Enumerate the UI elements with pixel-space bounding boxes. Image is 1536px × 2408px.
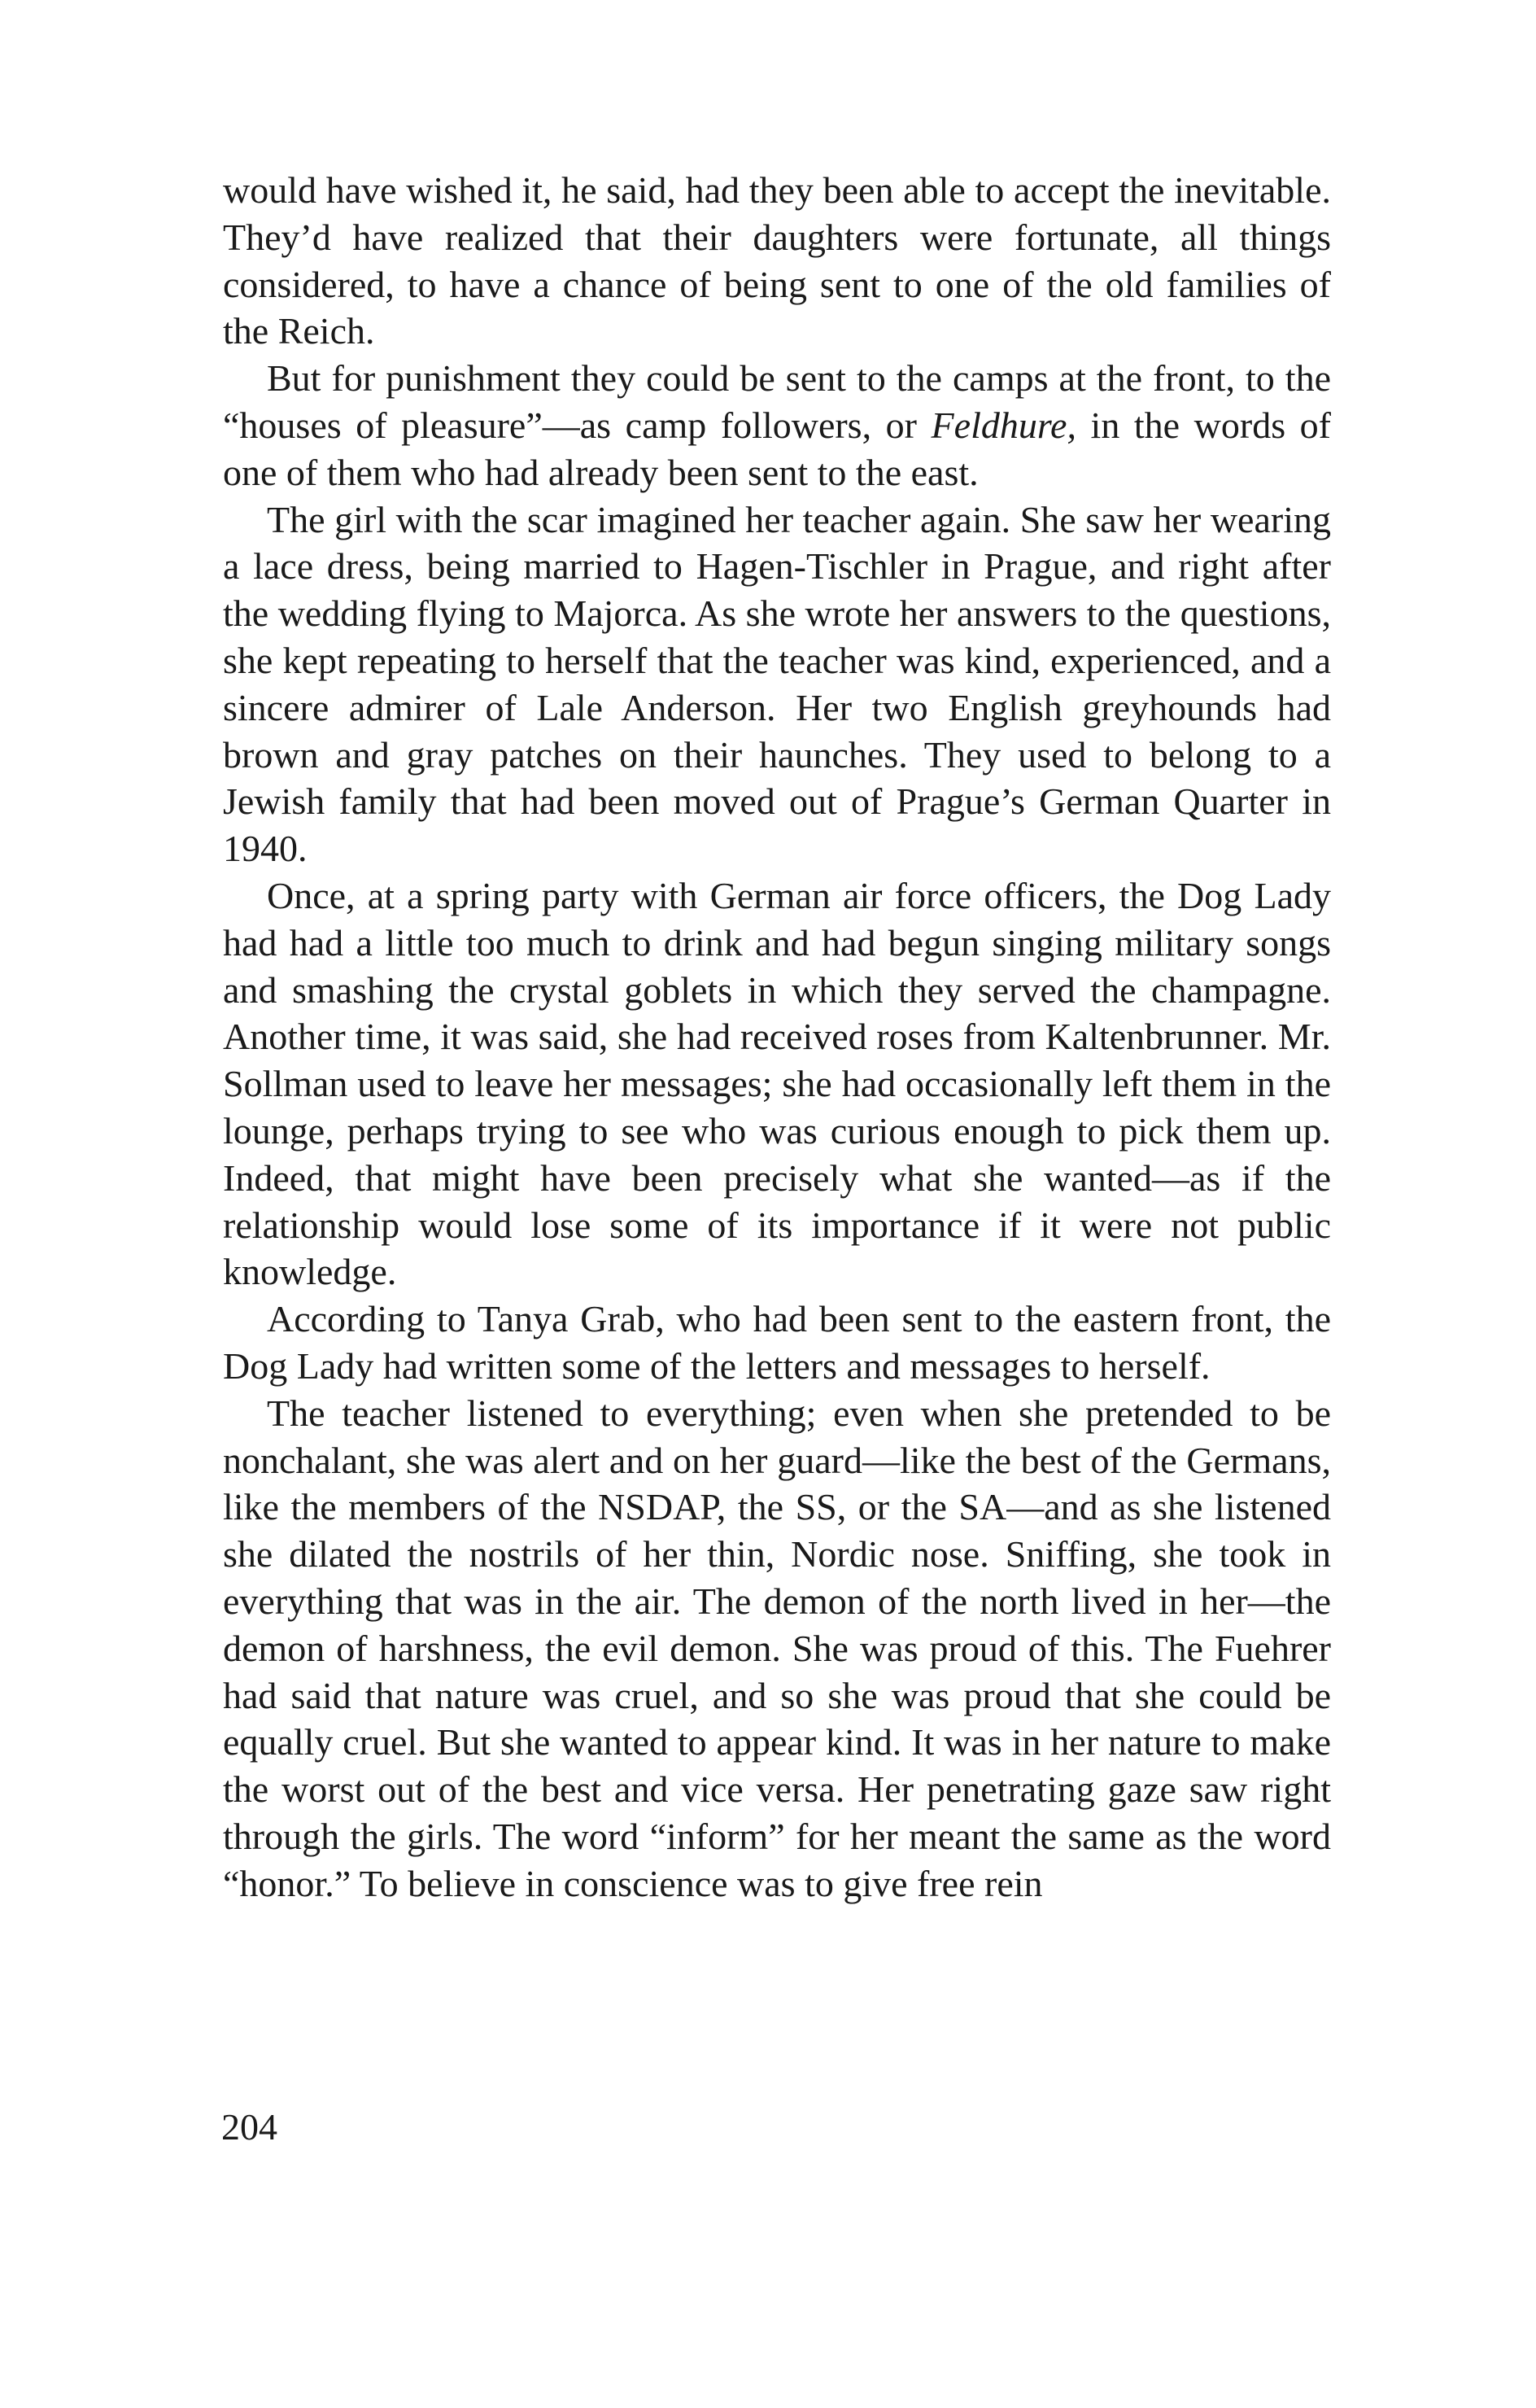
paragraph-2 bbox=[223, 355, 1331, 496]
paragraph-1 bbox=[223, 167, 1331, 355]
paragraph-6-text: The teacher listened to everything; even when she pretended to be nonchalant, she was alert and on her guard—like the best of the Germans, like the members of the NSDAP, the SS, or the SA—and as she listened she dilated the nostrils of her thin, Nordic nose. Sniffing, she took in everything that was in the air. The demon of the north lived in her—the demon of harshness, the evil demon. She was proud of this. The Fuehrer had said that nature was cruel, and so she was proud that she could be equally cruel. But she wanted to appear kind. It was in her nature to make the worst out of the best and vice versa. Her penetrating gaze saw right through the girls. The word “inform” for her meant the same as the word “honor.” To believe in conscience was to give free rein bbox=[223, 1392, 1331, 1904]
paragraph-2-text-b: in the words of one of them who had already been sent to the east. bbox=[223, 404, 1331, 493]
paragraph-4-text: Once, at a spring party with German air force officers, the Dog Lady had had a little too much to drink and had begun singing military songs and smashing the crystal goblets in which they served the champagne. Another time, it was said, she had received roses from Kaltenbrunner. Mr. Sollman used to leave her messages; she had occasionally left them in the lounge, perhaps trying to see who was curious enough to pick them up. Indeed, that might have been precisely what she wanted—as if the relationship would lose some of its importance if it were not public knowledge. bbox=[223, 874, 1331, 1293]
paragraph-5-text: According to Tanya Grab, who had been sent to the eastern front, the Dog Lady had written some of the letters and messages to herself. bbox=[223, 1298, 1331, 1387]
body-text bbox=[223, 167, 1331, 1907]
paragraph-6 bbox=[223, 1390, 1331, 1908]
paragraph-2-text-a: But for punishment they could be sent to the camps at the front, to the “houses of pleasure”—as camp followers, or bbox=[223, 357, 1331, 446]
page-number: 204 bbox=[221, 2106, 277, 2148]
paragraph-4 bbox=[223, 872, 1331, 1296]
paragraph-1-text: would have wished it, he said, had they been able to accept the inevitable. They’d have realized that their daughters were fortunate, all things considered, to have a chance of being sent to one of the old families of the Reich. bbox=[223, 169, 1331, 352]
paragraph-3 bbox=[223, 496, 1331, 872]
paragraph-5 bbox=[223, 1296, 1331, 1390]
paragraph-3-text: The girl with the scar imagined her teacher again. She saw her wearing a lace dress, being married to Hagen-Tischler in Prague, and right after the wedding flying to Majorca. As she wrote her answers to the questions, she kept repeating to herself that the teacher was kind, experienced, and a sincere admirer of Lale Anderson. Her two English greyhounds had brown and gray patches on their haunches. They used to belong to a Jewish family that had been moved out of Prague’s German Quarter in 1940. bbox=[223, 498, 1331, 870]
paragraph-2-italic-term: Feldhure, bbox=[931, 404, 1076, 446]
